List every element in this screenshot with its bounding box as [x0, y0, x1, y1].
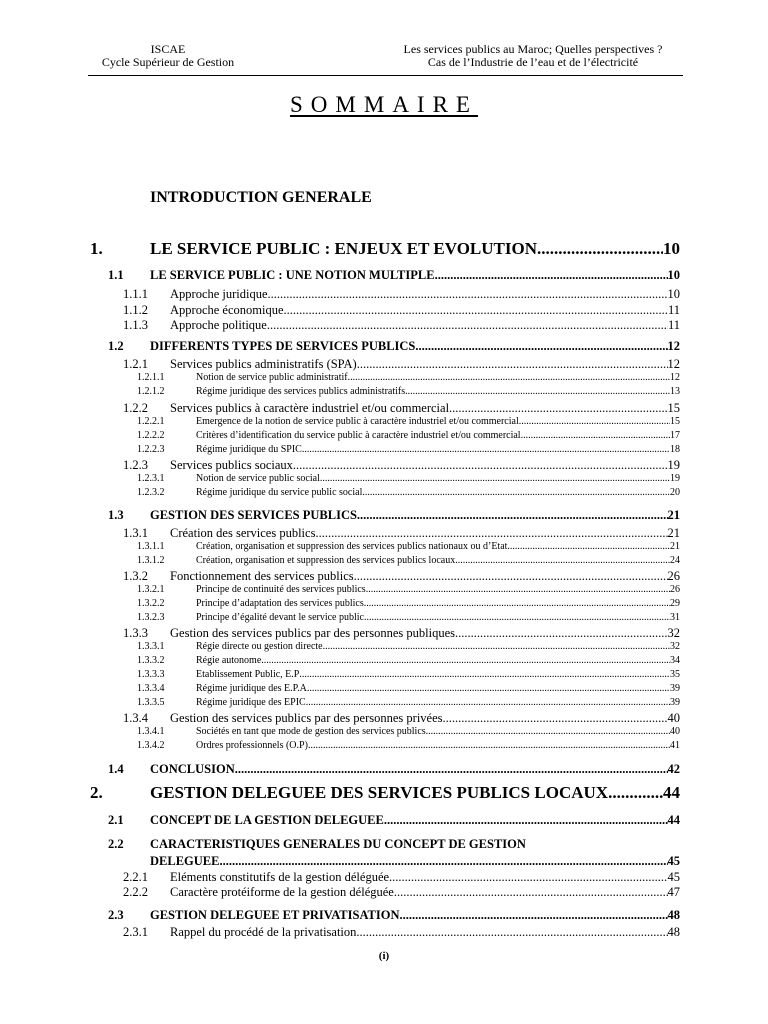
toc-leader-dots	[384, 813, 668, 828]
toc-leader-dots	[320, 473, 670, 484]
toc-entry-number: 1.2.3.1	[137, 473, 165, 484]
toc-entry-page: 10	[667, 268, 680, 282]
toc-entry-number: 2.2	[108, 837, 124, 851]
toc-entry-title: Notion de service public administratif	[196, 372, 348, 383]
toc-entry-number: 1.2.1	[123, 357, 148, 371]
toc-entry[interactable]	[123, 885, 680, 901]
toc-entry-page: 26	[670, 584, 680, 595]
toc-entry-number: 2.3	[108, 908, 124, 922]
toc-entry-page: 24	[670, 555, 680, 566]
toc-entry-number: 1.2.3.2	[137, 487, 165, 498]
toc-entry-title: Régime juridique du SPIC	[196, 444, 302, 455]
toc-entry-number: 2.3.1	[123, 925, 148, 939]
toc-entry-title: Création, organisation et suppression des services publics locaux	[196, 555, 456, 566]
toc-entry-page: 21	[667, 526, 680, 540]
toc-entry[interactable]	[137, 697, 680, 710]
toc-entry-title: Approche économique	[170, 303, 284, 317]
toc-entry-number: 1.4	[108, 762, 124, 776]
page-number: (i)	[378, 950, 390, 962]
toc-entry-title: Création, organisation et suppression des services publics nationaux ou d’Etat	[196, 541, 508, 552]
toc-entry-title: Régime juridique des services publics administratifs	[196, 386, 406, 397]
toc-entry-title: Régime juridique des EPIC	[196, 697, 306, 708]
toc-entry[interactable]	[108, 339, 680, 355]
toc-entry[interactable]	[137, 555, 680, 568]
toc-entry-number: 1.1.2	[123, 303, 148, 317]
toc-entry[interactable]	[90, 783, 680, 805]
toc-leader-dots	[521, 430, 670, 441]
toc-entry-page: 39	[670, 683, 680, 694]
toc-entry-page: 12	[667, 357, 680, 371]
toc-entry-page: 40	[670, 726, 680, 737]
header-topic: Les services publics au Maroc; Quelles perspectives ?	[403, 42, 663, 56]
toc-entry-title: Principe d’égalité devant le service public	[196, 612, 364, 623]
toc-entry-title: LE SERVICE PUBLIC : ENJEUX ET EVOLUTION	[150, 239, 537, 258]
toc-entry-title: Régie directe ou gestion directe	[196, 641, 323, 652]
toc-entry-number: 1.1.1	[123, 287, 148, 301]
toc-entry[interactable]	[108, 762, 680, 778]
toc-entry-title: Eléments constitutifs de la gestion déléguée	[170, 870, 390, 884]
toc-entry-number: 1.3.4.1	[137, 726, 165, 737]
toc-entry-page: 29	[670, 598, 680, 609]
toc-entry-number: 2.1	[108, 813, 124, 827]
toc-entry[interactable]	[137, 669, 680, 682]
toc-entry-title: Gestion des services publics par des personnes privées	[170, 711, 443, 725]
toc-entry-page: 35	[670, 669, 680, 680]
toc-entry[interactable]	[137, 416, 680, 429]
toc-leader-dots	[449, 401, 667, 416]
toc-entry-number: 2.2.1	[123, 870, 148, 884]
toc-entry-page: 15	[670, 416, 680, 427]
toc-leader-dots	[306, 697, 670, 708]
toc-entry[interactable]	[137, 487, 680, 500]
toc-entry-page: 21	[670, 541, 680, 552]
toc-entry-number: 1.2.2.2	[137, 430, 165, 441]
intro-heading: INTRODUCTION GENERALE	[150, 189, 372, 206]
toc-entry[interactable]	[137, 584, 680, 597]
toc-entry[interactable]	[137, 740, 680, 753]
toc-entry[interactable]	[123, 925, 680, 941]
toc-entry-number: 1.2.2.1	[137, 416, 165, 427]
toc-leader-dots	[389, 870, 667, 885]
toc-entry-page: 20	[670, 487, 680, 498]
toc-leader-dots	[235, 762, 668, 777]
toc-entry[interactable]	[137, 612, 680, 625]
toc-entry-number: 1.2.1.1	[137, 372, 165, 383]
toc-leader-dots	[323, 641, 670, 652]
toc-entry-title: DIFFERENTS TYPES DE SERVICES PUBLICS	[150, 339, 416, 353]
toc-entry[interactable]	[137, 386, 680, 399]
toc-entry-page: 11	[667, 303, 680, 317]
toc-leader-dots	[315, 526, 667, 541]
toc-entry-number: 1.2	[108, 339, 124, 353]
toc-entry-page: 10	[667, 287, 680, 301]
toc-entry-page: 12	[667, 339, 680, 353]
toc-entry[interactable]	[123, 569, 680, 585]
toc-entry[interactable]	[137, 430, 680, 443]
toc-leader-dots	[356, 925, 667, 940]
toc-entry-page: 26	[667, 569, 680, 583]
toc-entry-title: GESTION DELEGUEE ET PRIVATISATION	[150, 908, 400, 922]
toc-leader-dots	[519, 416, 670, 427]
toc-entry-title: Services publics à caractère industriel et/ou commercial	[170, 401, 450, 415]
toc-leader-dots	[394, 885, 668, 900]
toc-entry[interactable]	[123, 318, 680, 334]
toc-entry-number: 1.2.1.2	[137, 386, 165, 397]
toc-entry-number: 1.3.3.5	[137, 697, 165, 708]
toc-entry-title: Critères d’identification du service public à caractère industriel et/ou commercial	[196, 430, 521, 441]
toc-entry[interactable]	[90, 239, 680, 261]
toc-entry[interactable]	[137, 726, 680, 739]
toc-entry-number: 1.1.3	[123, 318, 148, 332]
toc-entry-number: 1.3.1.2	[137, 555, 165, 566]
toc-leader-dots	[405, 386, 670, 397]
toc-leader-dots	[357, 508, 668, 523]
page-title: SOMMAIRE	[290, 92, 478, 117]
toc-leader-dots	[435, 268, 668, 283]
toc-entry[interactable]	[137, 655, 680, 668]
toc-entry-title: Régime juridique des E.P.A	[196, 683, 307, 694]
toc-leader-dots	[299, 669, 670, 680]
toc-entry-number: 1.3.4	[123, 711, 148, 725]
toc-leader-dots	[308, 740, 670, 751]
toc-leader-dots	[608, 783, 663, 803]
toc-leader-dots	[219, 854, 667, 869]
toc-entry-page: 12	[670, 372, 680, 383]
toc-entry-number: 2.	[90, 783, 103, 802]
toc-entry-title: Principe de continuité des services publics	[196, 584, 366, 595]
toc-entry[interactable]	[108, 268, 680, 284]
toc-entry[interactable]	[137, 473, 680, 486]
toc-entry[interactable]	[137, 444, 680, 457]
toc-entry[interactable]	[137, 541, 680, 554]
toc-entry-page: 44	[667, 813, 680, 827]
toc-entry-page: 13	[670, 386, 680, 397]
toc-entry-page: 15	[667, 401, 680, 415]
toc-entry-number: 1.3.3	[123, 626, 148, 640]
toc-entry[interactable]	[123, 870, 680, 886]
toc-entry-title: Principe d’adaptation des services publics	[196, 598, 364, 609]
header-school: ISCAE	[150, 42, 186, 56]
toc-entry-page: 11	[667, 318, 680, 332]
toc-entry[interactable]	[108, 813, 680, 829]
toc-entry-title: Approche juridique	[170, 287, 268, 301]
toc-entry-number: 1.2.2.3	[137, 444, 165, 455]
toc-entry[interactable]	[137, 683, 680, 696]
toc-entry-title: Rappel du procédé de la privatisation	[170, 925, 357, 939]
toc-entry[interactable]	[137, 641, 680, 654]
toc-entry-page: 32	[667, 626, 680, 640]
toc-entry[interactable]	[108, 908, 680, 924]
toc-entry-page: 10	[663, 239, 680, 258]
toc-entry[interactable]	[123, 401, 680, 417]
toc-entry-page: 48	[667, 908, 680, 922]
toc-entry-page: 21	[667, 508, 680, 522]
toc-entry-page: 45	[667, 870, 680, 884]
toc-entry-number: 1.2.2	[123, 401, 148, 415]
toc-leader-dots	[293, 458, 668, 473]
toc-entry-number: 1.3.3.1	[137, 641, 165, 652]
toc-entry-page: 32	[670, 641, 680, 652]
toc-entry[interactable]	[123, 711, 680, 727]
toc-entry-page: 17	[670, 430, 680, 441]
toc-leader-dots	[354, 569, 668, 584]
toc-entry-title: Services publics administratifs (SPA)	[170, 357, 357, 371]
toc-entry-page: 39	[670, 697, 680, 708]
toc-entry-title: Régie autonome	[196, 655, 262, 666]
toc-entry-title: Ordres professionnels (O.P)	[196, 740, 308, 751]
toc-entry-number: 1.3.2	[123, 569, 148, 583]
toc-entry[interactable]	[123, 526, 680, 542]
toc-entry-page: 47	[667, 885, 680, 899]
toc-leader-dots	[364, 612, 670, 623]
toc-leader-dots	[268, 287, 668, 302]
toc-leader-dots	[366, 584, 670, 595]
toc-entry-page: 34	[670, 655, 680, 666]
toc-entry-page: 40	[667, 711, 680, 725]
toc-leader-dots	[455, 555, 670, 566]
toc-entry-title: Sociétés en tant que mode de gestion des services publics	[196, 726, 426, 737]
toc-entry-number: 1.3.1	[123, 526, 148, 540]
toc-entry-number: 1.3.3.3	[137, 669, 165, 680]
toc-leader-dots	[362, 487, 670, 498]
header-cycle: Cycle Supérieur de Gestion	[101, 55, 235, 69]
toc-entry[interactable]	[137, 598, 680, 611]
toc-entry-title: GESTION DELEGUEE DES SERVICES PUBLICS LOCAUX	[150, 783, 609, 802]
toc-entry-page: 41	[670, 740, 680, 751]
toc-entry-page: 45	[667, 854, 680, 868]
toc-entry-number: 1.	[90, 239, 103, 258]
toc-entry-title: DELEGUEE	[150, 854, 220, 868]
toc-entry-page: 19	[667, 458, 680, 472]
toc-entry-number: 1.3.3.4	[137, 683, 165, 694]
toc-entry-title: Services publics sociaux	[170, 458, 293, 472]
toc-entry-page: 42	[667, 762, 680, 776]
header-case: Cas de l’Industrie de l’eau et de l’électricité	[427, 55, 639, 69]
toc-entry[interactable]	[123, 357, 680, 373]
toc-entry-page: 48	[667, 925, 680, 939]
toc-entry-title: GESTION DES SERVICES PUBLICS	[150, 508, 357, 522]
toc-entry-title: CONCEPT DE LA GESTION DELEGUEE	[150, 813, 384, 827]
toc-entry[interactable]	[108, 508, 680, 524]
toc-leader-dots	[348, 372, 670, 383]
toc-entry-number: 1.3.2.3	[137, 612, 165, 623]
toc-entry-title: Gestion des services publics par des personnes publiques	[170, 626, 456, 640]
toc-entry-title: Etablissement Public, E.P	[196, 669, 300, 680]
toc-entry[interactable]	[123, 287, 680, 303]
toc-entry[interactable]	[123, 303, 680, 319]
toc-leader-dots	[415, 339, 667, 354]
toc-leader-dots	[455, 626, 667, 641]
toc-entry[interactable]	[123, 626, 680, 642]
toc-entry-title: Régime juridique du service public social	[196, 487, 363, 498]
toc-entry-number: 1.3.1.1	[137, 541, 165, 552]
toc-entry[interactable]	[108, 837, 680, 853]
toc-entry-page: 18	[670, 444, 680, 455]
toc-entry-number: 1.3	[108, 508, 124, 522]
toc-leader-dots	[400, 908, 668, 923]
toc-leader-dots	[364, 598, 670, 609]
toc-entry-title: Caractère protéiforme de la gestion déléguée	[170, 885, 394, 899]
toc-entry-page: 44	[663, 783, 680, 802]
toc-entry-number: 1.3.3.2	[137, 655, 165, 666]
toc-entry-title: Fonctionnement des services publics	[170, 569, 354, 583]
toc-leader-dots	[261, 655, 670, 666]
toc-entry-title: LE SERVICE PUBLIC : UNE NOTION MULTIPLE	[150, 268, 435, 282]
toc-leader-dots	[426, 726, 670, 737]
toc-leader-dots	[507, 541, 670, 552]
toc-leader-dots	[357, 357, 668, 372]
toc-entry-number: 1.3.4.2	[137, 740, 165, 751]
toc-entry-title: Création des services publics	[170, 526, 316, 540]
toc-entry-page: 19	[670, 473, 680, 484]
toc-entry-number: 1.1	[108, 268, 124, 282]
toc-entry[interactable]	[150, 854, 680, 870]
toc-leader-dots	[284, 303, 668, 318]
toc-leader-dots	[537, 239, 663, 259]
toc-entry[interactable]	[123, 458, 680, 474]
toc-entry-title: CARACTERISTIQUES GENERALES DU CONCEPT DE GESTION	[150, 837, 526, 851]
toc-leader-dots	[307, 683, 670, 694]
toc-leader-dots	[267, 318, 668, 333]
toc-entry-number: 1.3.2.2	[137, 598, 165, 609]
toc-leader-dots	[302, 444, 670, 455]
toc-entry-title: Notion de service public social	[196, 473, 320, 484]
toc-entry-number: 1.3.2.1	[137, 584, 165, 595]
toc-entry-title: Emergence de la notion de service public à caractère industriel et/ou commercial	[196, 416, 519, 427]
toc-entry-title: CONCLUSION	[150, 762, 235, 776]
toc-entry-page: 31	[670, 612, 680, 623]
toc-entry-number: 2.2.2	[123, 885, 148, 899]
toc-leader-dots	[443, 711, 668, 726]
toc-entry-number: 1.2.3	[123, 458, 148, 472]
toc-entry-title: Approche politique	[170, 318, 267, 332]
toc-entry[interactable]	[137, 372, 680, 385]
